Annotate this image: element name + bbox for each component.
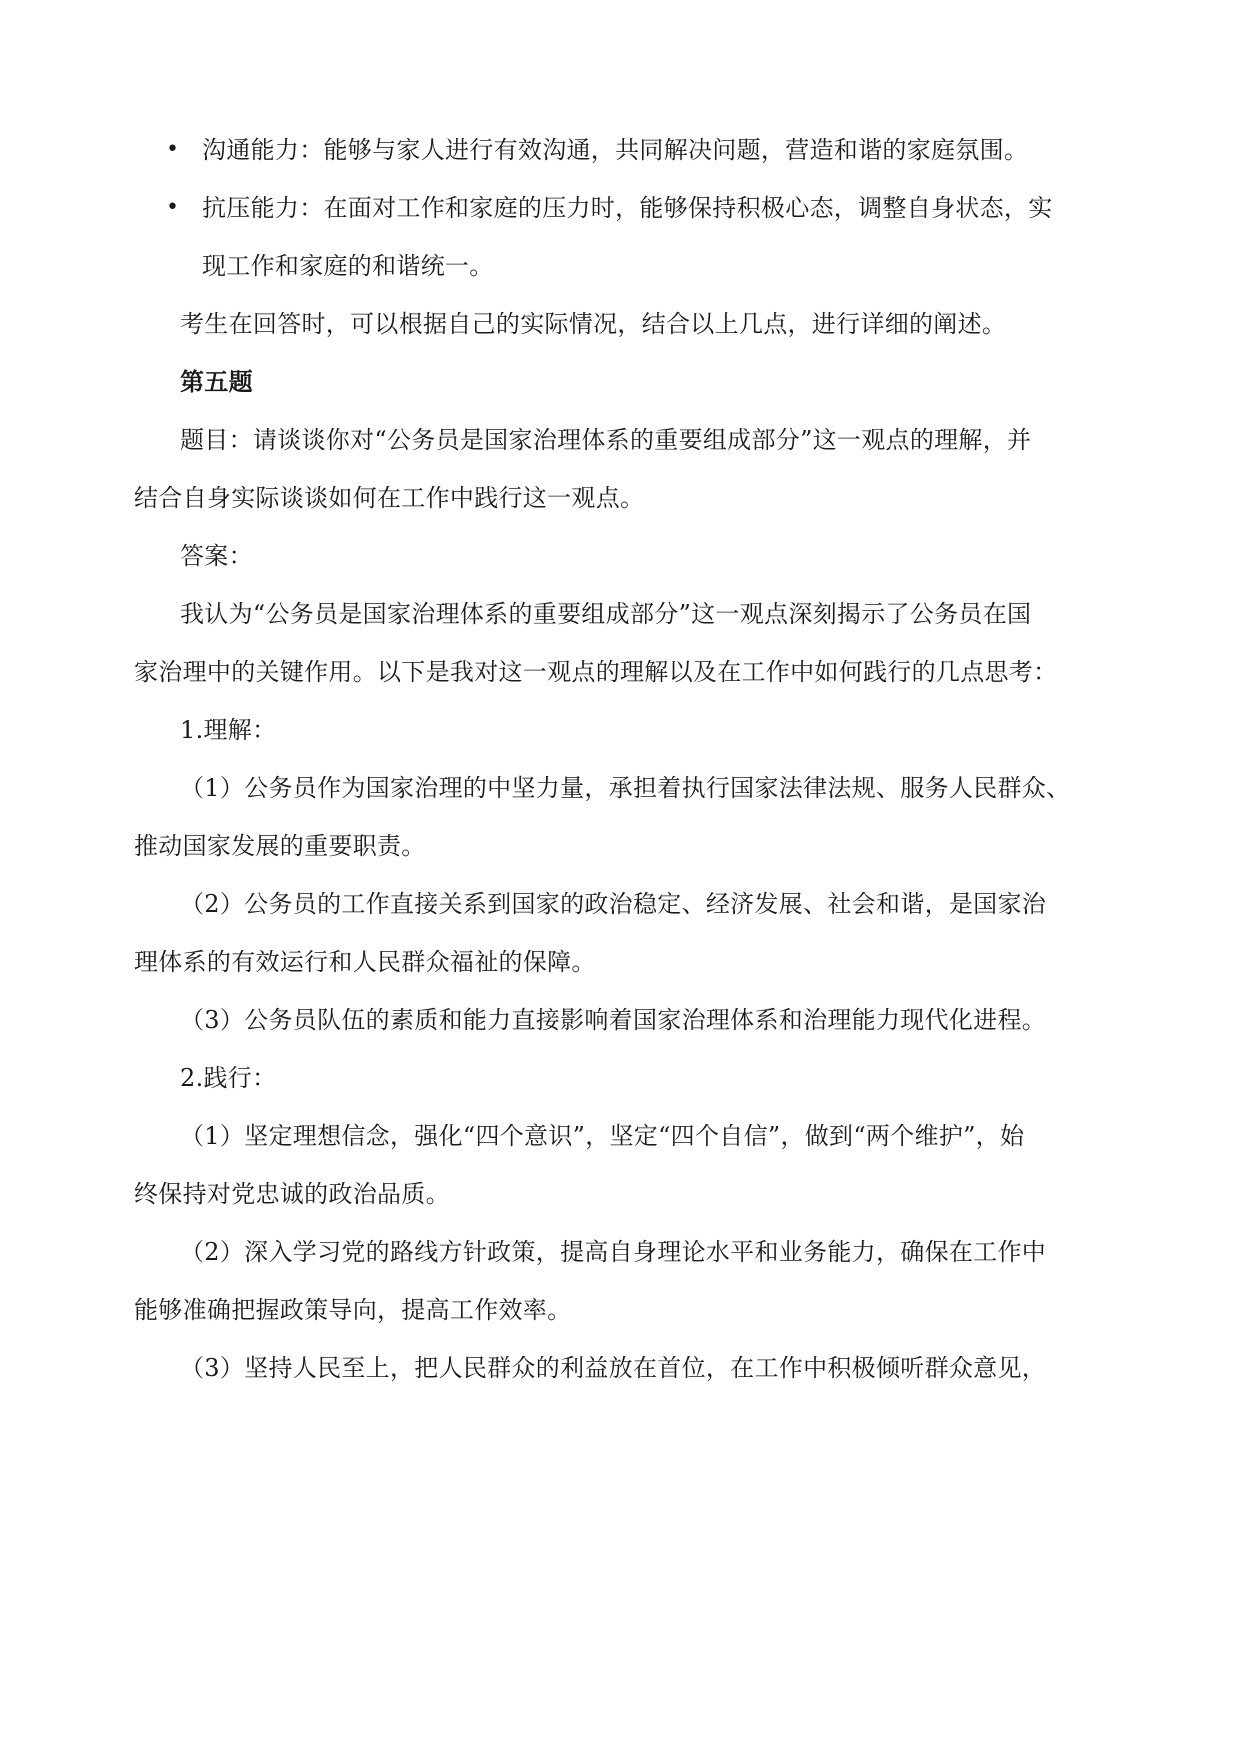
list-item: 理体系的有效运行和人民群众福祉的保障。 [134, 948, 596, 976]
list-item: （1）坚定理想信念，强化“四个意识”，坚定“四个自信”，做到“两个维护”，始 [180, 1122, 1025, 1150]
list-item: （2）深入学习党的路线方针政策，提高自身理论水平和业务能力，确保在工作中 [180, 1238, 1047, 1266]
list-item: （1）公务员作为国家治理的中坚力量，承担着执行国家法律法规、服务人民群众、 [180, 774, 1071, 802]
answer-intro: 我认为“公务员是国家治理体系的重要组成部分”这一观点深刻揭示了公务员在国 [180, 600, 1032, 628]
subsection-title: 1.理解： [180, 716, 277, 744]
list-item: （3）公务员队伍的素质和能力直接影响着国家治理体系和治理能力现代化进程。 [180, 1006, 1047, 1034]
answer-label: 答案： [180, 542, 253, 570]
bullet-text: 沟通能力：能够与家人进行有效沟通，共同解决问题，营造和谐的家庭氛围。 [202, 136, 1029, 164]
list-item: 终保持对党忠诚的政治品质。 [134, 1180, 450, 1208]
list-item: （3）坚持人民至上，把人民群众的利益放在首位，在工作中积极倾听群众意见， [180, 1354, 1047, 1382]
bullet-marker: • [166, 195, 179, 220]
question-text: 题目：请谈谈你对“公务员是国家治理体系的重要组成部分”这一观点的理解，并 [180, 426, 1032, 454]
question-text: 结合自身实际谈谈如何在工作中践行这一观点。 [134, 484, 645, 512]
list-item: 能够准确把握政策导向，提高工作效率。 [134, 1296, 572, 1324]
bullet-marker: • [166, 137, 179, 162]
section-heading: 第五题 [180, 367, 253, 396]
answer-intro: 家治理中的关键作用。以下是我对这一观点的理解以及在工作中如何践行的几点思考： [134, 658, 1058, 686]
bullet-text: 现工作和家庭的和谐统一。 [202, 252, 494, 280]
list-item: （2）公务员的工作直接关系到国家的政治稳定、经济发展、社会和谐，是国家治 [180, 890, 1047, 918]
summary-paragraph: 考生在回答时，可以根据自己的实际情况，结合以上几点，进行详细的阐述。 [180, 310, 1007, 338]
subsection-title: 2.践行： [180, 1064, 277, 1092]
bullet-text: 抗压能力：在面对工作和家庭的压力时，能够保持积极心态，调整自身状态，实 [202, 194, 1053, 222]
list-item: 推动国家发展的重要职责。 [134, 832, 426, 860]
